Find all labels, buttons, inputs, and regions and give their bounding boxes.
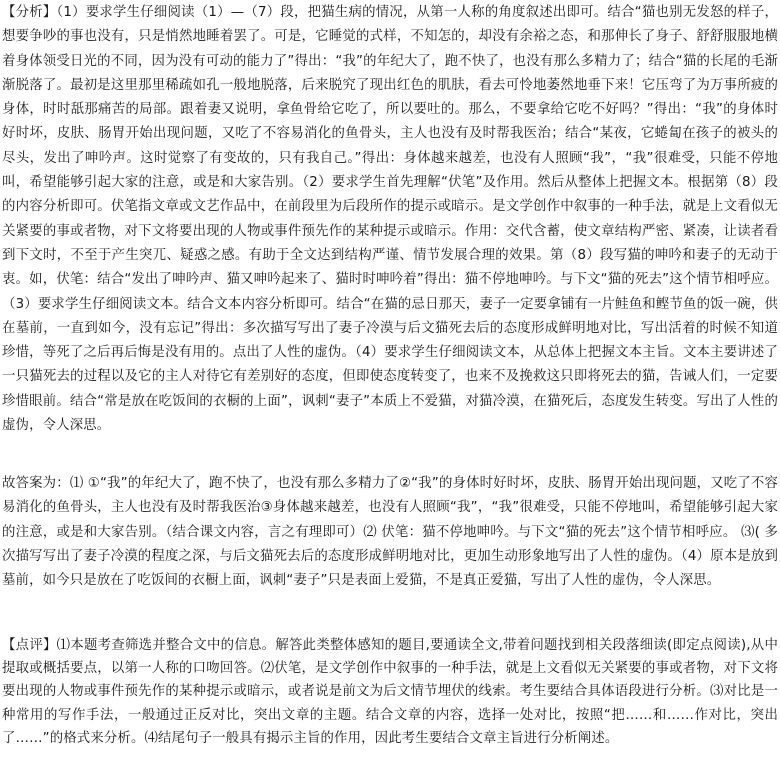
analysis-text: （1）要求学生仔细阅读（1）—（7）段，把猫生病的情况，从第一人称的角度叙述出即可。结合“猫也别无发怒的样子，想要争吵的事也没有，只是悄然地睡着罢了。可是，它睡觉的式样，不知怎的，却没有余裕之态，和那伸长了身子、舒舒服服地横着身体领受日光的不同，因为没有可动的能力了”得出：“我”的年纪大了，跑不快了，也没有那么多精力了；结合“猫的长尾的毛渐渐脱落了。最初是这里那里稀疏如孔一般地脱落，后来脱究了现出红色的肌肤，看去可怜地萎然地垂下来！它压弯了为万事所疲的身体，时时舐那痛苦的局部。跟着妻又说明，拿鱼骨给它吃了，所以要吐的。那么，不要拿给它吃不好吗？”得出：“我”的身体时好时坏，皮肤、肠胃开始出现问题，又吃了不容易消化的鱼骨头，主人也没有及时帮我医治；结合“某夜，它蜷匐在孩子的被头的尽头，发出了呻吟声。这时觉察了有变故的，只有我自己。”得出：身体越来越差，也没有人照顾“我”，“我”很难受，只能不停地叫，希望能够引起大家的注意，或是和大家告别。（2）要求学生首先理解“伏笔”及作用。然后从整体上把握文本。根据第（8）段的内容分析即可。伏笔指文章或文艺作品中，在前段里为后段所作的提示或暗示。是文学创作中叙事的一种手法，就是上文看似无关紧要的事或者物，对下文将要出现的人物或事件预先作的某种提示或暗示。作用：交代含蓄，使文章结构严密、紧凑，让读者看到下文时，不至于产生突兀、疑惑之感。有助于全文达到结构严谨、情节发展合理的效果。第（8）段写猫的呻吟和妻子的无动于衷。如，伏笔：结合“发出了呻吟声、猫又呻吟起来了、猫时时呻吟着”得出：猫不停地呻吟。与下文“猫的死去”这个情节相呼应。（3）要求学生仔细阅读文本。结合文本内容分析即可。结合“在猫的忌日那天，妻子一定要拿铺有一片鲑鱼和鲣节鱼的饭一碗，供在墓前，一直到如今，没有忘记”得出：多次描写写出了妻子冷漠与后文猫死去后的态度形成鲜明地对比，写出活着的时候不知道珍惜，等死了之后再后悔是没有用的。点出了人性的虚伪。（4）要求学生仔细阅读文本，从总体上把握文本主旨。文本主要讲述了一只猫死去的过程以及它的主人对待它有差别好的态度，但即使态度转变了，也来不及挽救这只即将死去的猫，告诫人们，一定要珍惜眼前。结合“常是放在吃饭间的衣橱的上面”，讽刺“妻子”本质上不爱猫，对猫冷漠，在猫死后，态度发生转变。写出了人性的虚伪，令人深思。 <box>2 5 778 434</box>
comment-section <box>2 634 778 750</box>
analysis-tag: 【分析】 <box>2 5 57 20</box>
analysis-section <box>2 1 778 438</box>
answer-section <box>2 472 778 593</box>
answer-tag: 故答案为： <box>2 476 70 491</box>
comment-tag: 【点评】 <box>2 638 57 653</box>
answer-text: ⑴ ①“我”的年纪大了，跑不快了，也没有那么多精力了②“我”的身体时好时坏，皮肤、肠胃开始出现问题，又吃了不容易消化的鱼骨头，主人也没有及时帮我医治③身体越来越差，也没有人照顾“我”，“我”很难受，只能不停地叫，希望能够引起大家的注意，或是和大家告别。（结合课文内容，言之有理即可）⑵ 伏笔：猫不停地呻吟。与下文“猫的死去”这个情节相呼应。 ⑶( 多次描写写出了妻子冷漠的程度之深，与后文猫死去后的态度形成鲜明地对比，更加生动形象地写出了人性的虚伪。（4）原本是放到墓前，如今只是放在了吃饭间的衣橱上面，讽刺“妻子”只是表面上爱猫，不是真正爱猫，写出了人性的虚伪，令人深思。 <box>2 476 778 589</box>
comment-text: ⑴本题考查筛选并整合文中的信息。解答此类整体感知的题目,要通读全文,带着问题找到相关段落细读(即定点阅读),从中提取或概括要点，以第一人称的口吻回答。⑵伏笔，是文学创作中叙事的一种手法，就是上文看似无关紧要的事或者物，对下文将要出现的人物或事件预先作的某种提示或暗示，或者说是前文为后文情节埋伏的线索。考生要结合具体语段进行分析。⑶对比是一种常用的写作手法，一般通过正反对比，突出文章的主题。结合文章的内容，选择一处对比，按照“把……和……作对比，突出了……”的格式来分析。⑷结尾句子一般具有揭示主旨的作用，因此考生要结合文章主旨进行分析阐述。 <box>2 638 778 746</box>
